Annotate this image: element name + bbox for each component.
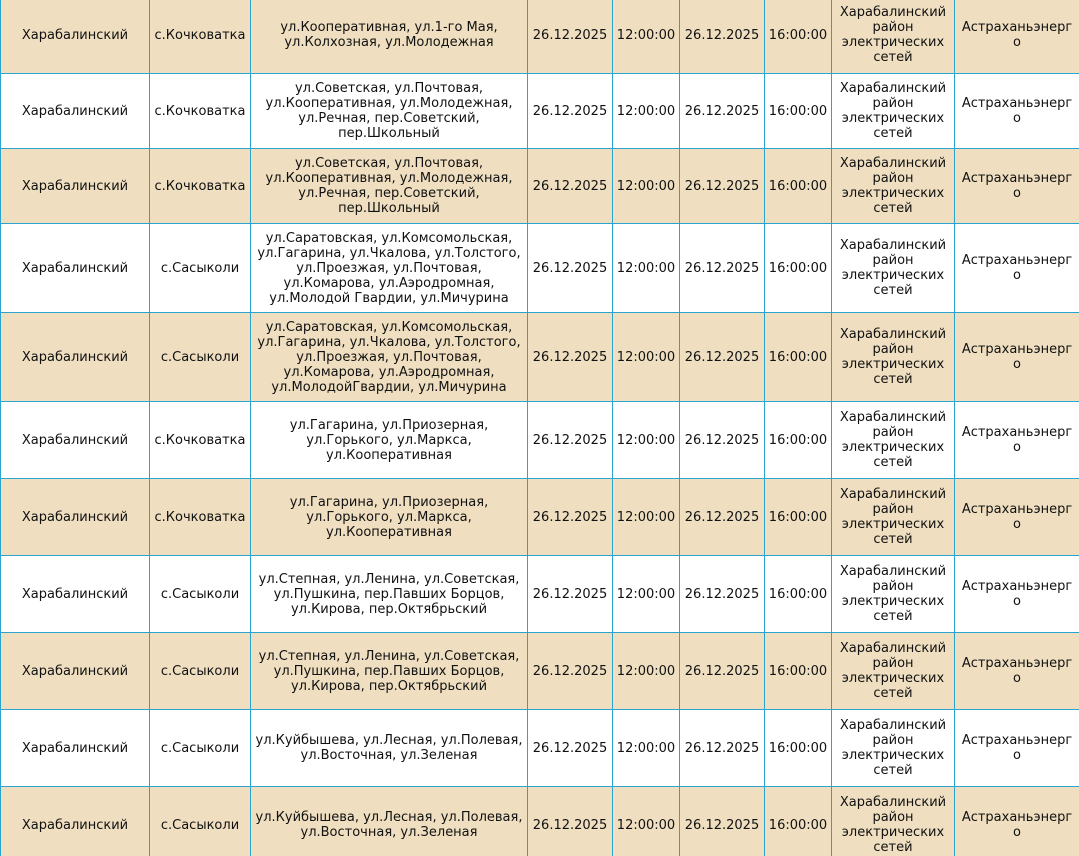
end-date-cell: 26.12.2025 xyxy=(680,313,765,402)
network-cell: Харабалинский район электрических сетей xyxy=(832,710,955,787)
table-row xyxy=(1,556,1079,633)
start-date-cell: 26.12.2025 xyxy=(528,787,613,856)
table-row xyxy=(1,0,1079,74)
district-cell: Харабалинский xyxy=(1,149,150,224)
start-time-cell: 12:00:00 xyxy=(613,74,680,149)
company-cell: Астраханьэнерго xyxy=(955,556,1079,633)
network-cell: Харабалинский район электрических сетей xyxy=(832,313,955,402)
table-row xyxy=(1,74,1079,149)
end-time-cell: 16:00:00 xyxy=(765,787,832,856)
network-cell: Харабалинский район электрических сетей xyxy=(832,556,955,633)
locality-cell: с.Сасыколи xyxy=(150,313,251,402)
start-date-cell: 26.12.2025 xyxy=(528,224,613,313)
end-time-cell: 16:00:00 xyxy=(765,149,832,224)
locality-cell: с.Кочковатка xyxy=(150,149,251,224)
table-row xyxy=(1,402,1079,479)
district-cell: Харабалинский xyxy=(1,224,150,313)
network-cell: Харабалинский район электрических сетей xyxy=(832,224,955,313)
start-date-cell: 26.12.2025 xyxy=(528,149,613,224)
start-time-cell: 12:00:00 xyxy=(613,787,680,856)
table-row xyxy=(1,633,1079,710)
start-date-cell: 26.12.2025 xyxy=(528,479,613,556)
network-cell: Харабалинский район электрических сетей xyxy=(832,787,955,856)
end-date-cell: 26.12.2025 xyxy=(680,633,765,710)
network-cell: Харабалинский район электрических сетей xyxy=(832,149,955,224)
start-time-cell: 12:00:00 xyxy=(613,556,680,633)
locality-cell: с.Кочковатка xyxy=(150,479,251,556)
table-row xyxy=(1,787,1079,856)
start-time-cell: 12:00:00 xyxy=(613,0,680,74)
streets-cell: ул.Степная, ул.Ленина, ул.Советская, ул.Пушкина, пер.Павших Борцов, ул.Кирова, пер.Октябрьский xyxy=(251,556,528,633)
network-cell: Харабалинский район электрических сетей xyxy=(832,479,955,556)
streets-cell: ул.Куйбышева, ул.Лесная, ул.Полевая, ул.Восточная, ул.Зеленая xyxy=(251,787,528,856)
company-cell: Астраханьэнерго xyxy=(955,149,1079,224)
end-date-cell: 26.12.2025 xyxy=(680,479,765,556)
district-cell: Харабалинский xyxy=(1,313,150,402)
start-date-cell: 26.12.2025 xyxy=(528,74,613,149)
table-row xyxy=(1,710,1079,787)
end-date-cell: 26.12.2025 xyxy=(680,74,765,149)
end-date-cell: 26.12.2025 xyxy=(680,402,765,479)
company-cell: Астраханьэнерго xyxy=(955,402,1079,479)
company-cell: Астраханьэнерго xyxy=(955,710,1079,787)
streets-cell: ул.Куйбышева, ул.Лесная, ул.Полевая, ул.Восточная, ул.Зеленая xyxy=(251,710,528,787)
end-time-cell: 16:00:00 xyxy=(765,0,832,74)
start-date-cell: 26.12.2025 xyxy=(528,0,613,74)
company-cell: Астраханьэнерго xyxy=(955,313,1079,402)
table-row xyxy=(1,149,1079,224)
locality-cell: с.Сасыколи xyxy=(150,224,251,313)
streets-cell: ул.Кооперативная, ул.1-го Мая, ул.Колхозная, ул.Молодежная xyxy=(251,0,528,74)
locality-cell: с.Сасыколи xyxy=(150,710,251,787)
streets-cell: ул.Саратовская, ул.Комсомольская, ул.Гагарина, ул.Чкалова, ул.Толстого, ул.Проезжая, ул.Почтовая, ул.Комарова, ул.Аэродромная, ул.МолодойГвардии, ул.Мичурина xyxy=(251,313,528,402)
streets-cell: ул.Советская, ул.Почтовая, ул.Кооперативная, ул.Молодежная, ул.Речная, пер.Советский, пер.Школьный xyxy=(251,149,528,224)
end-date-cell: 26.12.2025 xyxy=(680,556,765,633)
end-date-cell: 26.12.2025 xyxy=(680,787,765,856)
company-cell: Астраханьэнерго xyxy=(955,224,1079,313)
start-date-cell: 26.12.2025 xyxy=(528,556,613,633)
start-date-cell: 26.12.2025 xyxy=(528,313,613,402)
company-cell: Астраханьэнерго xyxy=(955,479,1079,556)
start-time-cell: 12:00:00 xyxy=(613,313,680,402)
end-time-cell: 16:00:00 xyxy=(765,313,832,402)
start-date-cell: 26.12.2025 xyxy=(528,633,613,710)
locality-cell: с.Кочковатка xyxy=(150,74,251,149)
end-date-cell: 26.12.2025 xyxy=(680,710,765,787)
end-time-cell: 16:00:00 xyxy=(765,479,832,556)
end-time-cell: 16:00:00 xyxy=(765,556,832,633)
start-time-cell: 12:00:00 xyxy=(613,402,680,479)
district-cell: Харабалинский xyxy=(1,556,150,633)
streets-cell: ул.Саратовская, ул.Комсомольская, ул.Гагарина, ул.Чкалова, ул.Толстого, ул.Проезжая, ул.Почтовая, ул.Комарова, ул.Аэродромная, ул.Молодой Гвардии, ул.Мичурина xyxy=(251,224,528,313)
network-cell: Харабалинский район электрических сетей xyxy=(832,0,955,74)
table-row xyxy=(1,313,1079,402)
locality-cell: с.Сасыколи xyxy=(150,556,251,633)
end-time-cell: 16:00:00 xyxy=(765,633,832,710)
start-time-cell: 12:00:00 xyxy=(613,224,680,313)
start-time-cell: 12:00:00 xyxy=(613,633,680,710)
streets-cell: ул.Гагарина, ул.Приозерная, ул.Горького, ул.Маркса, ул.Кооперативная xyxy=(251,402,528,479)
district-cell: Харабалинский xyxy=(1,633,150,710)
district-cell: Харабалинский xyxy=(1,787,150,856)
company-cell: Астраханьэнерго xyxy=(955,633,1079,710)
end-date-cell: 26.12.2025 xyxy=(680,0,765,74)
locality-cell: с.Кочковатка xyxy=(150,402,251,479)
end-time-cell: 16:00:00 xyxy=(765,710,832,787)
end-time-cell: 16:00:00 xyxy=(765,74,832,149)
district-cell: Харабалинский xyxy=(1,479,150,556)
locality-cell: с.Сасыколи xyxy=(150,787,251,856)
district-cell: Харабалинский xyxy=(1,710,150,787)
network-cell: Харабалинский район электрических сетей xyxy=(832,74,955,149)
district-cell: Харабалинский xyxy=(1,74,150,149)
end-time-cell: 16:00:00 xyxy=(765,224,832,313)
end-date-cell: 26.12.2025 xyxy=(680,224,765,313)
company-cell: Астраханьэнерго xyxy=(955,74,1079,149)
company-cell: Астраханьэнерго xyxy=(955,0,1079,74)
streets-cell: ул.Степная, ул.Ленина, ул.Советская, ул.Пушкина, пер.Павших Борцов, ул.Кирова, пер.Октябрьский xyxy=(251,633,528,710)
start-date-cell: 26.12.2025 xyxy=(528,710,613,787)
district-cell: Харабалинский xyxy=(1,402,150,479)
streets-cell: ул.Гагарина, ул.Приозерная, ул.Горького, ул.Маркса, ул.Кооперативная xyxy=(251,479,528,556)
end-date-cell: 26.12.2025 xyxy=(680,149,765,224)
start-date-cell: 26.12.2025 xyxy=(528,402,613,479)
table-row xyxy=(1,479,1079,556)
start-time-cell: 12:00:00 xyxy=(613,479,680,556)
end-time-cell: 16:00:00 xyxy=(765,402,832,479)
district-cell: Харабалинский xyxy=(1,0,150,74)
table-row xyxy=(1,224,1079,313)
company-cell: Астраханьэнерго xyxy=(955,787,1079,856)
locality-cell: с.Кочковатка xyxy=(150,0,251,74)
network-cell: Харабалинский район электрических сетей xyxy=(832,402,955,479)
locality-cell: с.Сасыколи xyxy=(150,633,251,710)
network-cell: Харабалинский район электрических сетей xyxy=(832,633,955,710)
streets-cell: ул.Советская, ул.Почтовая, ул.Кооперативная, ул.Молодежная, ул.Речная, пер.Советский, пер.Школьный xyxy=(251,74,528,149)
start-time-cell: 12:00:00 xyxy=(613,149,680,224)
start-time-cell: 12:00:00 xyxy=(613,710,680,787)
